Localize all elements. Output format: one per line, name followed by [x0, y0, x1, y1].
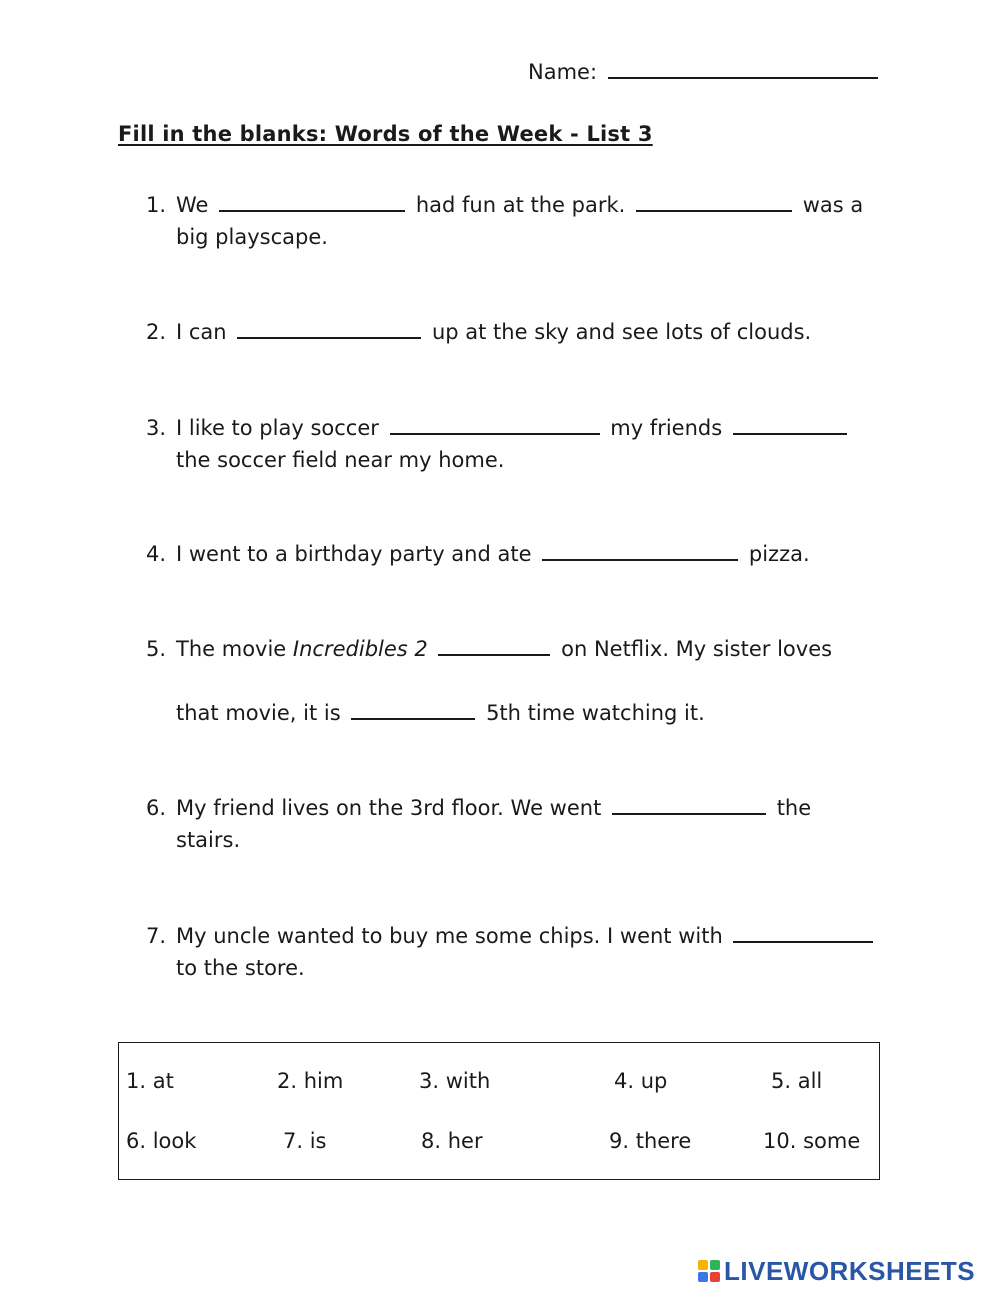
word-bank-item[interactable]: 10. some — [763, 1129, 861, 1153]
blank-5b[interactable] — [351, 698, 475, 720]
logo-block — [698, 1272, 708, 1282]
question-3: 3. I like to play soccer my friends — [146, 412, 851, 444]
logo-block — [710, 1260, 720, 1270]
blank-2[interactable] — [237, 317, 421, 339]
blank-5a[interactable] — [438, 634, 550, 656]
movie-title: Incredibles 2 — [292, 637, 428, 661]
blank-4[interactable] — [542, 539, 738, 561]
worksheet-title: Fill in the blanks: Words of the Week - List 3 — [118, 122, 653, 146]
blank-1a[interactable] — [219, 190, 405, 212]
name-label: Name: — [528, 60, 598, 84]
name-field — [528, 56, 882, 88]
blank-6[interactable] — [612, 793, 766, 815]
logo-block — [710, 1272, 720, 1282]
word-bank-item[interactable]: 1. at — [126, 1069, 174, 1093]
question-5-continued: that movie, it is 5th time watching it. — [176, 697, 705, 729]
question-6-continued: stairs. — [176, 828, 241, 852]
logo-blocks-icon — [698, 1260, 720, 1282]
question-2: 2. I can up at the sky and see lots of clouds. — [146, 316, 811, 348]
question-5: 5. The movie Incredibles 2 on Netflix. My sister loves — [146, 633, 832, 665]
logo-text: LIVEWORKSHEETS — [724, 1255, 976, 1286]
question-4: 4. I went to a birthday party and ate pizza. — [146, 538, 810, 570]
question-6: 6. My friend lives on the 3rd floor. We went the — [146, 792, 811, 824]
question-3-continued: the soccer field near my home. — [176, 448, 505, 472]
word-bank-item[interactable]: 5. all — [771, 1069, 823, 1093]
question-7: 7. My uncle wanted to buy me some chips. I went with — [146, 920, 877, 952]
word-bank — [118, 1042, 880, 1180]
logo-block — [698, 1260, 708, 1270]
word-bank-item[interactable]: 6. look — [126, 1129, 197, 1153]
word-bank-item[interactable]: 8. her — [421, 1129, 483, 1153]
word-bank-item[interactable]: 4. up — [614, 1069, 668, 1093]
word-bank-item[interactable]: 7. is — [283, 1129, 327, 1153]
blank-1b[interactable] — [636, 190, 792, 212]
question-7-continued: to the store. — [176, 956, 305, 980]
name-blank[interactable] — [608, 57, 878, 79]
blank-3b[interactable] — [733, 413, 847, 435]
liveworksheets-logo — [698, 1255, 975, 1287]
question-1-continued: big playscape. — [176, 225, 328, 249]
word-bank-item[interactable]: 9. there — [609, 1129, 692, 1153]
blank-7[interactable] — [733, 921, 873, 943]
blank-3a[interactable] — [390, 413, 600, 435]
word-bank-item[interactable]: 3. with — [419, 1069, 491, 1093]
word-bank-item[interactable]: 2. him — [277, 1069, 344, 1093]
question-1: 1. We had fun at the park. was a — [146, 189, 863, 221]
